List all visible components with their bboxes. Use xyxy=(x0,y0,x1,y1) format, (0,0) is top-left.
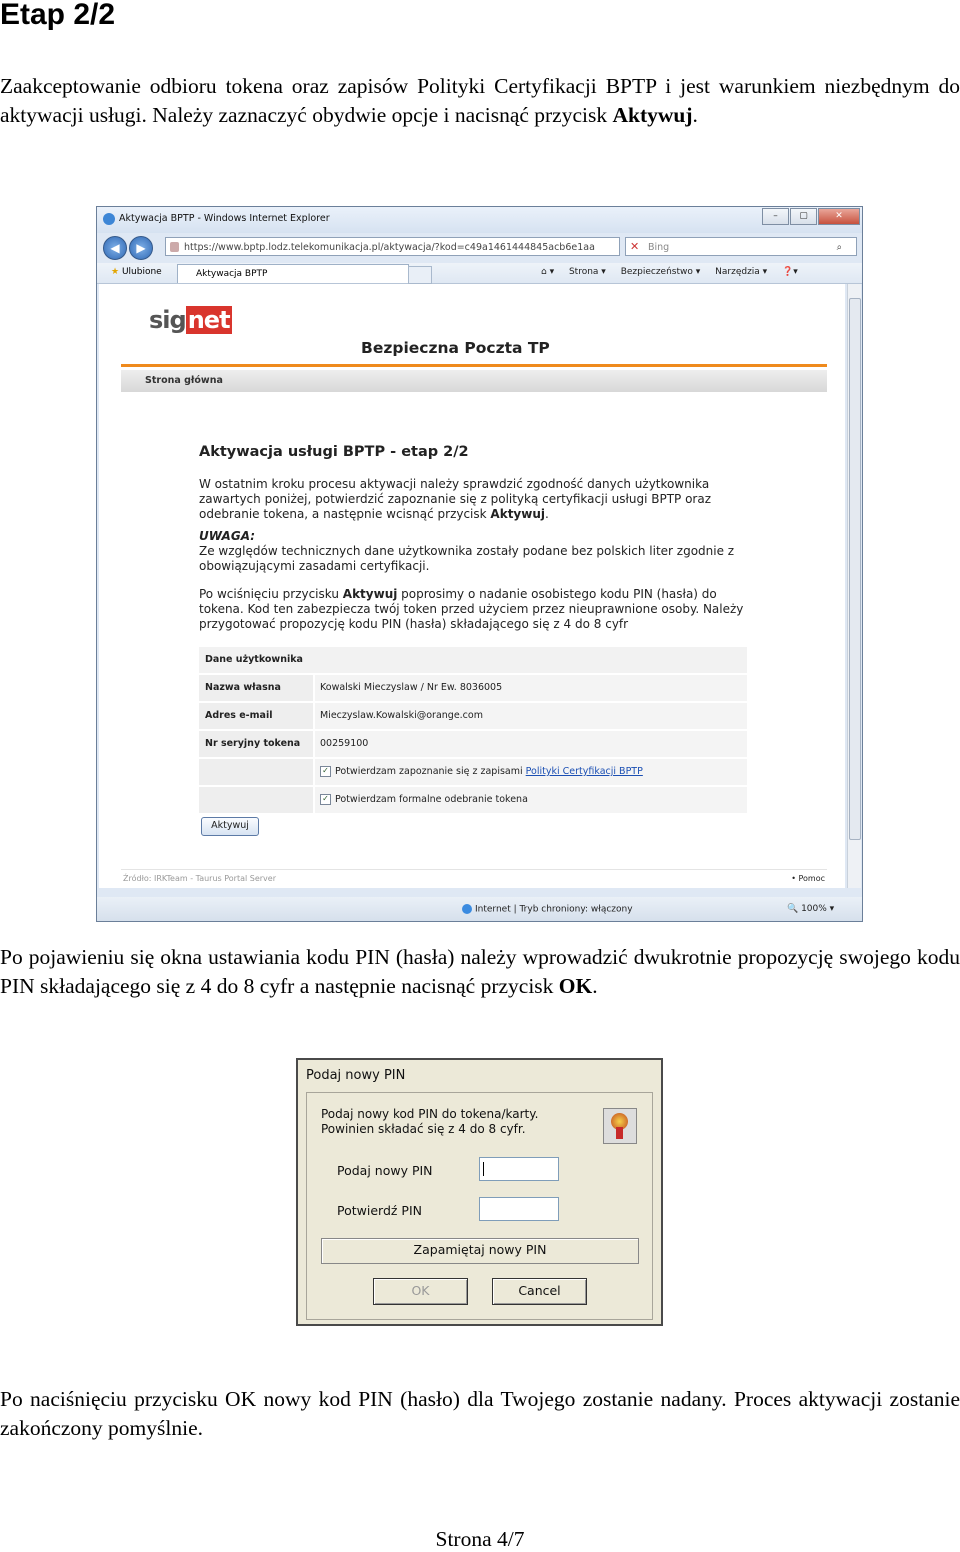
email-value: Mieczyslaw.Kowalski@orange.com xyxy=(315,703,747,729)
site-title: Bezpieczna Poczta TP xyxy=(361,339,550,357)
help-link[interactable]: • Pomoc xyxy=(791,874,825,883)
policy-link[interactable]: Polityki Certyfikacji BPTP xyxy=(525,766,643,777)
scrollbar-thumb[interactable] xyxy=(849,298,861,840)
logo-sig: sig xyxy=(149,306,186,334)
user-data-form xyxy=(199,647,747,815)
form-section-row xyxy=(199,647,747,675)
command-bar xyxy=(529,267,798,277)
token-checkbox-label: Potwierdzam formalne odebranie tokena xyxy=(335,794,528,805)
instructions-text xyxy=(199,477,759,522)
pin-info-b: poprosimy o nadanie osobistego kodu PIN (hasła) do tokena. Kod ten zabezpiecza twój token przed użyciem przez nieuprawnione osoby. Należy przygotować propozycję kodu PIN (hasła) składającego się z 4 do 8 cyfr xyxy=(199,587,744,631)
new-tab-button[interactable] xyxy=(408,266,432,284)
empty-cell xyxy=(199,759,313,785)
back-icon[interactable]: ◀ xyxy=(103,236,127,260)
warning-block xyxy=(199,529,759,574)
orange-divider xyxy=(121,364,827,367)
help-icon[interactable]: ❓▾ xyxy=(782,267,798,277)
footer-source: Źródło: IRKTeam - Taurus Portal Server xyxy=(123,874,276,883)
certificate-icon xyxy=(603,1108,637,1144)
form-section-title: Dane użytkownika xyxy=(199,647,747,673)
policy-checkbox-label: Potwierdzam zapoznanie się z zapisami xyxy=(335,766,526,777)
middle-bold: OK xyxy=(558,974,593,998)
name-value: Kowalski Mieczyslaw / Nr Ew. 8036005 xyxy=(315,675,747,701)
maximize-button[interactable]: ▢ xyxy=(790,208,817,225)
token-checkbox-row[interactable] xyxy=(315,787,747,813)
form-row-policy xyxy=(199,759,747,787)
status-bar xyxy=(97,897,862,921)
serial-label: Nr seryjny tokena xyxy=(199,731,313,757)
serial-value: 00259100 xyxy=(315,731,747,757)
confirm-pin-input[interactable] xyxy=(479,1197,559,1221)
pin-info-a: Po wciśnięciu przycisku xyxy=(199,587,343,601)
dialog-title: Podaj nowy PIN xyxy=(306,1068,406,1083)
activate-button[interactable]: Aktywuj xyxy=(201,817,259,836)
pin-dialog xyxy=(296,1058,663,1326)
cancel-button[interactable]: Cancel xyxy=(492,1278,587,1305)
warning-text: Ze względów technicznych dane użytkownika zostały podane bez polskich liter zgodnie z obowiązującymi zasadami certyfikacji. xyxy=(199,544,735,573)
middle-paragraph xyxy=(0,943,960,1001)
search-icon[interactable]: ⌕ xyxy=(836,242,842,253)
form-row-email xyxy=(199,703,747,731)
middle-end: . xyxy=(592,974,598,998)
page-footer xyxy=(121,869,827,886)
intro-bold: Aktywuj xyxy=(612,103,693,127)
warning-label: UWAGA: xyxy=(199,529,255,543)
globe-icon xyxy=(462,904,472,914)
browser-window xyxy=(96,206,863,922)
dialog-message-line2: Powinien składać się z 4 do 8 cyfr. xyxy=(321,1122,526,1136)
form-row-serial xyxy=(199,731,747,759)
new-pin-input[interactable] xyxy=(479,1157,559,1181)
minimize-button[interactable]: – xyxy=(762,208,789,225)
email-label: Adres e-mail xyxy=(199,703,313,729)
navigation-bar xyxy=(97,233,862,263)
middle-text: Po pojawieniu się okna ustawiania kodu PIN (hasła) należy wprowadzić dwukrotnie propozycję swojego kodu PIN składającego się z 4 do 8 cyfr a następnie nacisnąć przycisk xyxy=(0,945,960,998)
ok-button[interactable]: OK xyxy=(373,1278,468,1305)
close-button[interactable]: ✕ xyxy=(818,208,860,225)
stop-icon[interactable]: ✕ xyxy=(630,240,640,253)
search-placeholder: Bing xyxy=(648,242,670,253)
remember-pin-button[interactable]: Zapamiętaj nowy PIN xyxy=(321,1238,639,1264)
zoom-control[interactable]: 🔍 100% ▾ xyxy=(787,904,835,914)
closing-paragraph: Po naciśnięciu przycisku OK nowy kod PIN (hasło) dla Twojego zostanie nadany. Proces aktywacji zostanie zakończony pomyślnie. xyxy=(0,1387,960,1440)
intro-end: . xyxy=(692,103,698,127)
menu-page[interactable]: Strona ▾ xyxy=(568,267,606,277)
activation-heading: Aktywacja usługi BPTP - etap 2/2 xyxy=(199,444,469,460)
site-nav xyxy=(121,370,827,392)
form-row-name xyxy=(199,675,747,703)
favorites-label: Ulubione xyxy=(121,267,162,277)
security-zone xyxy=(462,904,633,915)
pin-info-bold: Aktywuj xyxy=(342,587,398,601)
instructions-body: W ostatnim kroku procesu aktywacji należy sprawdzić zgodność danych użytkownika zawartych poniżej, potwierdzić zapoznanie się z polityką certyfikacji usługi BPTP oraz odebranie tokena, a następnie wcisnąć przycisk xyxy=(199,477,712,521)
home-icon[interactable]: ⌂ ▾ xyxy=(541,267,555,277)
policy-checkbox[interactable]: ✓ xyxy=(320,766,331,777)
address-bar[interactable] xyxy=(165,237,620,256)
window-controls xyxy=(761,208,860,225)
logo-net: net xyxy=(187,306,230,334)
menu-security[interactable]: Bezpieczeństwo ▾ xyxy=(620,267,701,277)
favorites-bar xyxy=(97,263,862,284)
text-caret xyxy=(483,1162,484,1176)
zoom-value: 100% xyxy=(801,904,827,914)
confirm-pin-label: Potwierdź PIN xyxy=(337,1203,422,1218)
dialog-message xyxy=(321,1107,538,1137)
forward-icon[interactable]: ▶ xyxy=(129,236,153,260)
ie-icon xyxy=(103,213,115,225)
favorites-button[interactable] xyxy=(111,267,162,277)
dialog-message-line1: Podaj nowy kod PIN do tokena/karty. xyxy=(321,1107,539,1121)
empty-cell xyxy=(199,787,313,813)
title-bar xyxy=(97,207,862,233)
intro-paragraph xyxy=(0,72,960,130)
star-icon: ★ xyxy=(111,267,120,277)
name-label: Nazwa własna xyxy=(199,675,313,701)
dialog-frame xyxy=(306,1092,653,1320)
pin-info-text xyxy=(199,587,759,632)
vertical-scrollbar[interactable] xyxy=(847,284,861,888)
token-checkbox[interactable]: ✓ xyxy=(320,794,331,805)
new-pin-label: Podaj nowy PIN xyxy=(337,1163,433,1178)
instructions-end: . xyxy=(545,507,549,521)
zone-text: Internet | Tryb chroniony: włączony xyxy=(475,904,633,915)
menu-tools[interactable]: Narzędzia ▾ xyxy=(715,267,768,277)
page-number: Strona 4/7 xyxy=(435,1527,525,1551)
instructions-bold: Aktywuj xyxy=(490,507,545,521)
form-row-token xyxy=(199,787,747,815)
browser-tab[interactable] xyxy=(177,264,409,283)
address-text: https://www.bptp.lodz.telekomunikacja.pl/aktywacja/?kod=c49a1461444845acb6e1aa xyxy=(184,242,595,253)
policy-checkbox-row[interactable] xyxy=(315,759,747,785)
tab-label: Aktywacja BPTP xyxy=(196,269,268,279)
page-content xyxy=(99,284,845,888)
nav-home-link[interactable]: Strona główna xyxy=(145,375,223,386)
intro-text: Zaakceptowanie odbioru tokena oraz zapisów Polityki Certyfikacji BPTP i jest warunkiem niezbędnym do aktywacji usługi. Należy zaznaczyć obydwie opcje i nacisnąć przycisk xyxy=(0,74,960,127)
window-title: Aktywacja BPTP - Windows Internet Explorer xyxy=(119,213,330,224)
page-icon xyxy=(170,242,179,252)
section-heading: Etap 2/2 xyxy=(0,0,116,31)
signet-logo xyxy=(149,306,232,334)
search-box[interactable] xyxy=(625,237,857,256)
